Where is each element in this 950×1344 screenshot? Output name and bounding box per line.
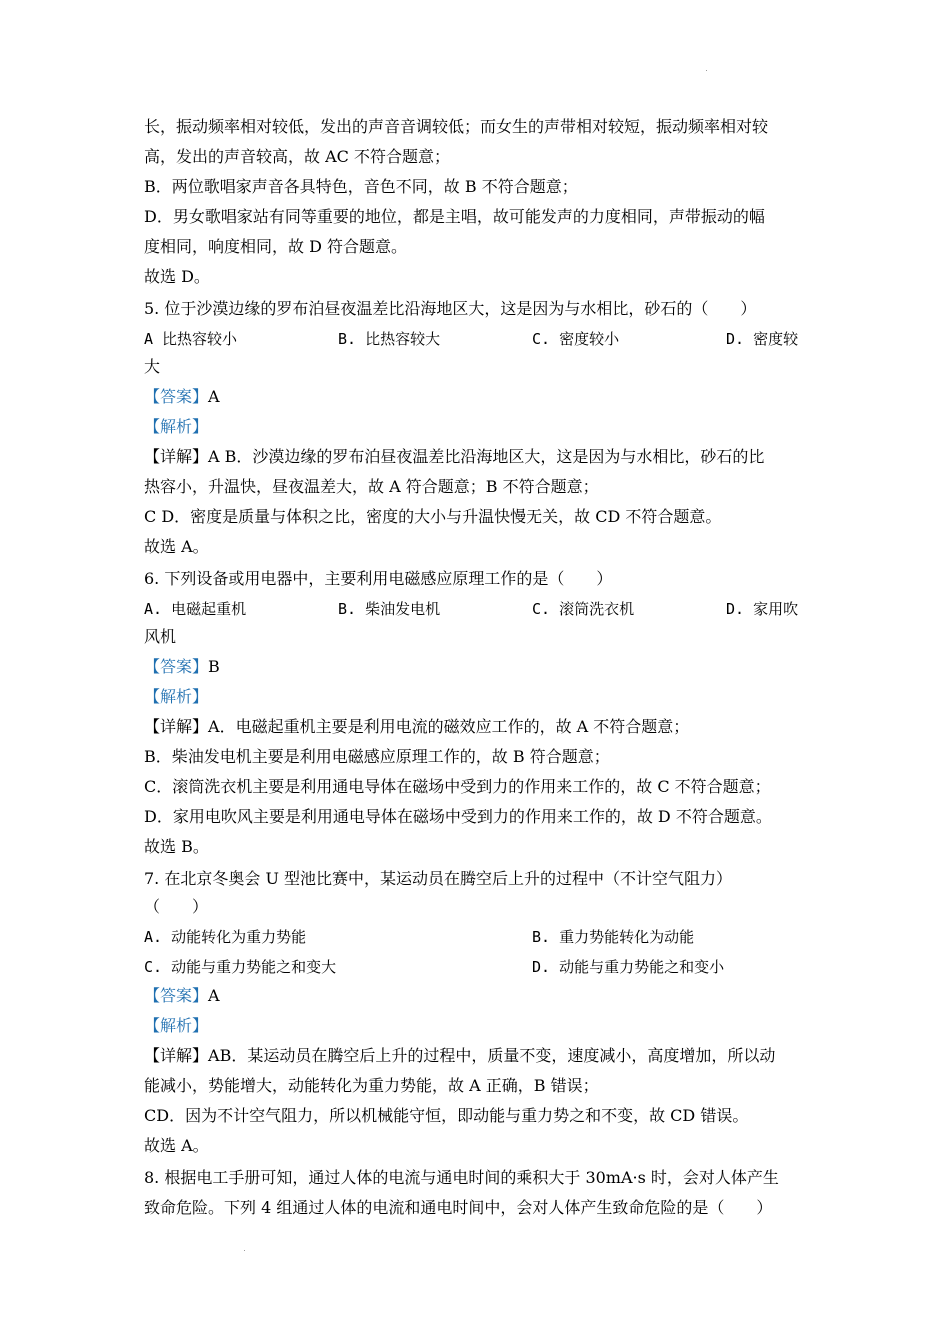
q5-option-d: D. 密度较	[726, 330, 799, 348]
detail-tag: 【详解】	[144, 1046, 209, 1065]
question-8-cont: 致命危险。下列 4 组通过人体的电流和通电时间中，会对人体产生致命危险的是（ ）	[144, 1198, 773, 1217]
analysis-tag: 【解析】	[144, 687, 209, 706]
scan-dot	[706, 70, 707, 71]
answer-value: A	[208, 986, 220, 1005]
text-line: 长，振动频率相对较低，发出的声音音调较低；而女生的声带相对较短，振动频率相对较	[144, 117, 769, 136]
q5-option-c: C. 密度较小	[532, 330, 620, 348]
scan-dot	[244, 1250, 245, 1251]
detail-text: AB．某运动员在腾空后上升的过程中，质量不变，速度减小，高度增加，所以动	[208, 1046, 776, 1065]
question-5: 5. 位于沙漠边缘的罗布泊昼夜温差比沿海地区大，这是因为与水相比，砂石的（ ）	[144, 299, 757, 318]
detail-text: A．电磁起重机主要是利用电流的磁效应工作的，故 A 不符合题意；	[208, 717, 690, 736]
detail-tag: 【详解】	[144, 717, 209, 736]
q7-option-c: C. 动能与重力势能之和变大	[144, 958, 337, 976]
answer-value: B	[208, 657, 220, 676]
text-line: 故选 B。	[144, 837, 209, 856]
q7-detail-line	[144, 1046, 775, 1066]
text-line: 故选 A。	[144, 537, 209, 556]
q6-answer-line	[144, 657, 220, 677]
q6-option-d: D. 家用吹	[726, 600, 799, 618]
text-line: 高，发出的声音较高，故 AC 不符合题意；	[144, 147, 450, 166]
question-6: 6. 下列设备或用电器中，主要利用电磁感应原理工作的是（ ）	[144, 569, 613, 588]
q5-option-b: B. 比热容较大	[338, 330, 441, 348]
question-8: 8. 根据电工手册可知，通过人体的电流与通电时间的乘积大于 30mA·s 时，会对人体产生	[144, 1168, 779, 1187]
detail-text: A B．沙漠边缘的罗布泊昼夜温差比沿海地区大，这是因为与水相比，砂石的比	[208, 447, 765, 466]
q5-answer-line	[144, 387, 220, 407]
text-line: 能减小，势能增大，动能转化为重力势能，故 A 正确，B 错误；	[144, 1076, 599, 1095]
analysis-tag: 【解析】	[144, 1016, 209, 1035]
q6-option-a: A. 电磁起重机	[144, 600, 247, 618]
q6-detail-line	[144, 717, 689, 737]
answer-tag: 【答案】	[144, 657, 209, 676]
answer-tag: 【答案】	[144, 986, 209, 1005]
text-line: B．两位歌唱家声音各具特色，音色不同，故 B 不符合题意；	[144, 177, 578, 196]
text-line: D．家用电吹风主要是利用通电导体在磁场中受到力的作用来工作的，故 D 不符合题意。	[144, 807, 772, 826]
q6-option-c: C. 滚筒洗衣机	[532, 600, 635, 618]
text-line: 度相同，响度相同，故 D 符合题意。	[144, 237, 408, 256]
q7-option-d: D. 动能与重力势能之和变小	[532, 958, 725, 976]
question-7: 7. 在北京冬奥会 U 型池比赛中，某运动员在腾空后上升的过程中（不计空气阻力）	[144, 869, 733, 888]
answer-value: A	[208, 387, 220, 406]
q5-option-d-wrap: 大	[144, 357, 161, 376]
text-line: 热容小，升温快，昼夜温差大，故 A 符合题意；B 不符合题意；	[144, 477, 599, 496]
text-line: C．滚筒洗衣机主要是利用通电导体在磁场中受到力的作用来工作的，故 C 不符合题意；	[144, 777, 771, 796]
answer-tag: 【答案】	[144, 387, 209, 406]
text-line: 故选 D。	[144, 267, 210, 286]
q7-answer-line	[144, 986, 220, 1006]
q5-detail-line	[144, 447, 764, 467]
text-line: C D．密度是质量与体积之比，密度的大小与升温快慢无关，故 CD 不符合题意。	[144, 507, 722, 526]
text-line: D．男女歌唱家站有同等重要的地位，都是主唱，故可能发声的力度相同，声带振动的幅	[144, 207, 765, 226]
text-line: CD．因为不计空气阻力，所以机械能守恒，即动能与重力势之和不变，故 CD 错误。	[144, 1106, 749, 1125]
q6-option-b: B. 柴油发电机	[338, 600, 441, 618]
q7-option-b: B. 重力势能转化为动能	[532, 928, 695, 946]
q7-option-a: A. 动能转化为重力势能	[144, 928, 307, 946]
text-line: 故选 A。	[144, 1136, 209, 1155]
q7-analysis-line	[144, 1016, 208, 1036]
analysis-tag: 【解析】	[144, 417, 209, 436]
q6-analysis-line	[144, 687, 208, 707]
detail-tag: 【详解】	[144, 447, 209, 466]
q5-analysis-line	[144, 417, 208, 437]
q6-option-d-wrap: 风机	[144, 627, 177, 646]
q7-paren: （ ）	[144, 897, 209, 916]
q5-option-a: A 比热容较小	[144, 330, 238, 348]
text-line: B．柴油发电机主要是利用电磁感应原理工作的，故 B 符合题意；	[144, 747, 610, 766]
